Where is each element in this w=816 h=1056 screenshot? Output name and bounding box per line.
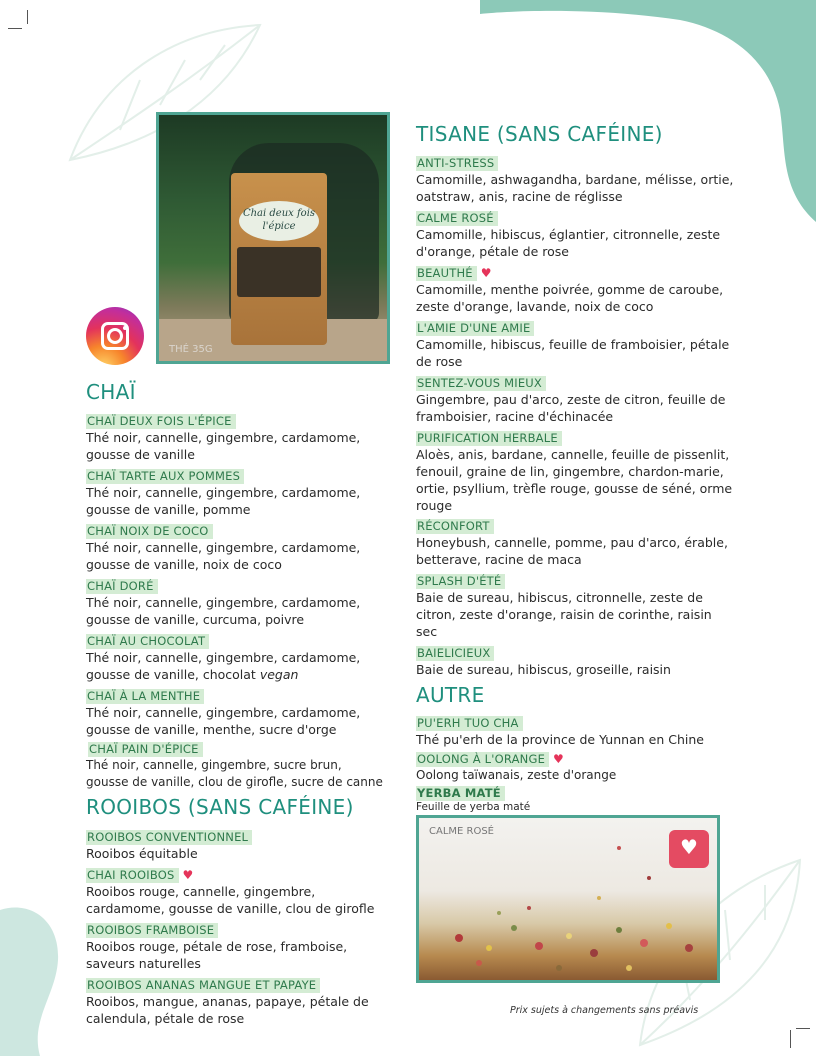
menu-item: [416, 515, 736, 568]
menu-item: [416, 748, 616, 784]
item-description: Aloès, anis, bardane, cannelle, feuille de pissenlit, fenouil, graine de lin, gingembre, chardon-marie, ortie, psyllium, trèfle rouge, gousse de séné, orme rouge: [416, 447, 733, 513]
item-description: Camomille, ashwagandha, bardane, mélisse, ortie, oatstraw, anis, racine de réglisse: [416, 172, 734, 204]
menu-item: [86, 974, 386, 1027]
price-disclaimer: Prix sujets à changements sans préavis: [510, 1005, 699, 1016]
bag-window: [237, 247, 321, 297]
item-description: Rooibos équitable: [86, 846, 198, 861]
photo-caption: THÉ 35G: [169, 344, 213, 355]
section-title-rooibos: ROOIBOS (SANS CAFÉINE): [86, 795, 354, 819]
menu-item: [416, 372, 736, 425]
item-name: PURIFICATION HERBALE: [416, 431, 562, 446]
item-description: Thé pu'erh de la province de Yunnan en Chine: [416, 732, 704, 747]
item-description: Thé noir, cannelle, gingembre, sucre brun, gousse de vanille, clou de girofle, sucre de canne: [86, 758, 383, 789]
item-name: SENTEZ-VOUS MIEUX: [416, 376, 546, 391]
item-name: CHAI ROOIBOS: [86, 868, 179, 883]
heart-icon: ♥: [182, 868, 194, 882]
menu-item: [86, 410, 386, 463]
item-description: Thé noir, cannelle, gingembre, cardamome, gousse de vanille, menthe, sucre d'orge: [86, 705, 361, 737]
crop-mark: [8, 28, 22, 29]
item-description: Rooibos, mangue, ananas, papaye, pétale de calendula, pétale de rose: [86, 994, 369, 1026]
item-name: RÉCONFORT: [416, 519, 494, 534]
item-description: Camomille, menthe poivrée, gomme de caroube, zeste d'orange, lavande, noix de coco: [416, 282, 724, 314]
item-description: Gingembre, pau d'arco, zeste de citron, feuille de framboisier, racine d'échinacée: [416, 392, 726, 424]
menu-item: [416, 570, 736, 640]
item-description: Oolong taïwanais, zeste d'orange: [416, 768, 617, 782]
item-name: SPLASH D'ÉTÉ: [416, 574, 505, 589]
menu-item: [416, 642, 671, 678]
section-title-autre: AUTRE: [416, 683, 485, 707]
menu-item: [416, 152, 736, 205]
item-name: CHAÏ TARTE AUX POMMES: [86, 469, 244, 484]
menu-item: [416, 782, 530, 814]
item-description: Camomille, hibiscus, feuille de framboisier, pétale de rose: [416, 337, 730, 369]
item-name: YERBA MATÉ: [416, 786, 505, 801]
item-description: Thé noir, cannelle, gingembre, cardamome, gousse de vanille: [86, 430, 361, 462]
like-badge: [669, 830, 709, 868]
item-description: Baie de sureau, hibiscus, citronnelle, zeste de citron, zeste d'orange, raisin de corinthe, raisin sec: [416, 590, 712, 639]
instagram-icon[interactable]: [86, 307, 144, 365]
product-photo: [156, 112, 390, 364]
section-title-tisane: TISANE (SANS CAFÉINE): [416, 122, 663, 146]
item-name: ROOIBOS FRAMBOISE: [86, 923, 218, 938]
menu-item: [86, 575, 386, 628]
menu-item: [86, 864, 386, 917]
photo-caption: CALME ROSÉ: [429, 826, 495, 837]
item-description: Thé noir, cannelle, gingembre, cardamome, gousse de vanille, curcuma, poivre: [86, 595, 361, 627]
menu-item: [416, 207, 736, 260]
item-description: Honeybush, cannelle, pomme, pau d'arco, érable, betterave, racine de maca: [416, 535, 728, 567]
item-description: Thé noir, cannelle, gingembre, cardamome, gousse de vanille, chocolat vegan: [86, 650, 361, 682]
menu-item: [86, 465, 386, 518]
item-name: CHAÏ NOIX DE COCO: [86, 524, 213, 539]
crop-mark: [27, 10, 28, 24]
menu-item: [86, 826, 252, 862]
item-name: ROOIBOS CONVENTIONNEL: [86, 830, 252, 845]
menu-item: [86, 919, 386, 972]
heart-icon: ♥: [680, 835, 698, 859]
item-name: PU'ERH TUO CHA: [416, 716, 523, 731]
bag-label: Chai deux fois l'épice: [239, 201, 319, 241]
item-name: CHAÏ À LA MENTHE: [86, 689, 204, 704]
tea-bag: [231, 173, 327, 345]
menu-item: [416, 427, 736, 514]
item-name: CHAÏ PAIN D'ÉPICE: [88, 742, 203, 757]
item-description: Thé noir, cannelle, gingembre, cardamome, gousse de vanille, pomme: [86, 485, 361, 517]
decorative-blob: [0, 900, 70, 1056]
item-name: CHAÏ DEUX FOIS L'ÉPICE: [86, 414, 236, 429]
item-name: BEAUTHÉ: [416, 266, 477, 281]
item-name: OOLONG À L'ORANGE: [416, 752, 549, 767]
menu-item: [416, 317, 736, 370]
vegan-note: vegan: [259, 667, 299, 682]
tea-photo: [416, 815, 720, 983]
menu-item: [86, 630, 386, 683]
menu-item: [86, 520, 386, 573]
item-description: Baie de sureau, hibiscus, groseille, raisin: [416, 662, 671, 677]
item-description: Rooibos rouge, cannelle, gingembre, cardamome, gousse de vanille, clou de girofle: [86, 884, 375, 916]
heart-icon: ♥: [553, 752, 564, 766]
item-name: L'AMIE D'UNE AMIE: [416, 321, 534, 336]
section-title-chai: CHAÏ: [86, 380, 136, 404]
item-name: CHAÏ DORÉ: [86, 579, 158, 594]
menu-item: [416, 712, 704, 748]
item-name: ROOIBOS ANANAS MANGUE ET PAPAYE: [86, 978, 320, 993]
item-name: CALME ROSÉ: [416, 211, 498, 226]
item-name: ANTI-STRESS: [416, 156, 498, 171]
item-description: Rooibos rouge, pétale de rose, framboise, saveurs naturelles: [86, 939, 348, 971]
item-description: Camomille, hibiscus, églantier, citronnelle, zeste d'orange, pétale de rose: [416, 227, 721, 259]
item-description: Feuille de yerba maté: [416, 801, 531, 813]
item-description: Thé noir, cannelle, gingembre, cardamome, gousse de vanille, noix de coco: [86, 540, 361, 572]
item-name: BAIELICIEUX: [416, 646, 494, 661]
heart-icon: ♥: [480, 266, 492, 280]
menu-item: [86, 685, 386, 738]
item-name: CHAÏ AU CHOCOLAT: [86, 634, 209, 649]
menu-item: [86, 738, 386, 791]
menu-item: [416, 262, 736, 315]
